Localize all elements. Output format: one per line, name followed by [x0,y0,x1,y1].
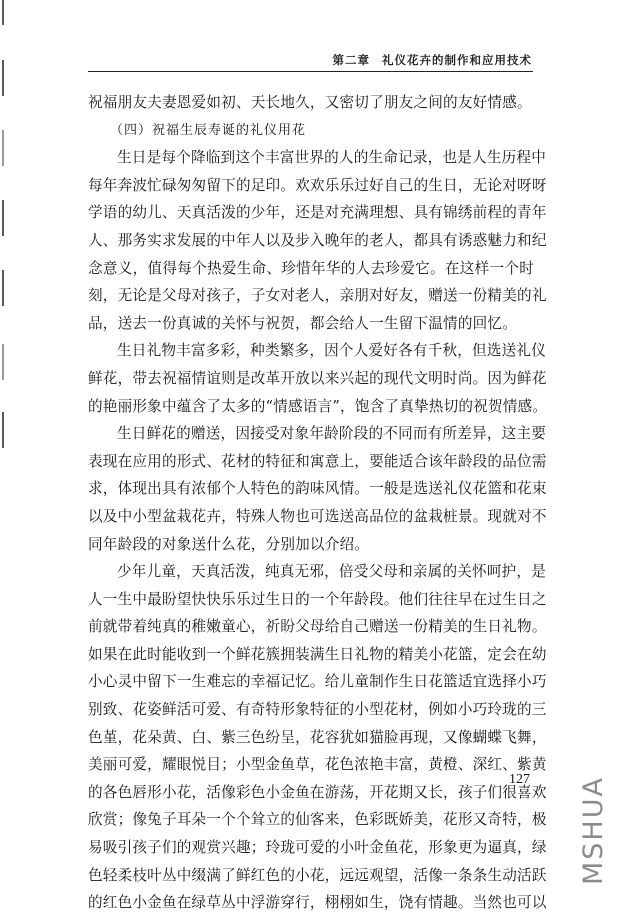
running-head [300,52,532,68]
scan-edge-mark [2,60,4,96]
header-rule [88,71,533,72]
text-line: 易吸引孩子们的观赏兴趣；玲珑可爱的小叶金鱼花，形象更为逼真，绿 [88,839,547,857]
text-line: 的各色唇形小花，活像彩色小金鱼在游荡，开花期又长，孩子们很喜欢 [88,783,547,801]
text-line: 别致、花姿鲜活可爱、有奇特形象特征的小型花材，例如小巧玲珑的三 [88,701,547,719]
text-line: 念意义，值得每个热爱生命、珍惜年华的人去珍爱它。在这样一个时 [88,259,534,277]
scan-edge-mark [2,344,4,380]
text-line: 色轻柔枝叶丛中缀满了鲜红色的小花，远远观望，活像一条条生动活跃 [88,866,547,884]
text-line: 祝福朋友夫妻恩爱如初、天长地久，又密切了朋友之间的友好情感。 [88,94,532,111]
text-line: 刻，无论是父母对孩子，子女对老人，亲朋对好友，赠送一份精美的礼 [88,287,547,305]
scan-edge-mark [2,270,4,306]
text-line: 每年奔波忙碌匆匆留下的足印。欢欢乐乐过好自己的生日，无论对呀呀 [88,176,547,194]
text-line: 前就带着纯真的稚嫩童心，祈盼父母给自己赠送一份精美的生日礼物。 [88,618,547,636]
text-line: 以及中小型盆栽花卉，特殊人物也可选送高品位的盆栽桩景。现就对不 [88,507,547,525]
text-line: 学语的幼儿、天真活泼的少年，还是对充满理想、具有锦绣前程的青年 [88,204,547,222]
text-line: 生日鲜花的赠送，因接受对象年龄阶段的不同而有所差异，这主要 [117,425,547,443]
text-line: 的红色小金鱼在绿草丛中浮游穿行，栩栩如生，饶有情趣。当然也可以 [88,894,547,912]
page-number: 127 [509,772,530,787]
text-line: 鲜花，带去祝福情谊则是改革开放以来兴起的现代文明时尚。因为鲜花 [88,369,547,387]
text-line: 欣赏；像兔子耳朵一个个耸立的仙客来，色彩既娇美，花形又奇特，极 [88,811,547,829]
text-line: 的艳丽形象中蕴含了太多的“情感语言”，饱含了真挚热切的祝贺情感。 [88,397,548,415]
text-line: 表现在应用的形式、花材的特征和寓意上，要能适合该年龄段的品位需 [88,452,547,470]
scan-edge-mark [2,0,4,25]
text-line: 生日是每个降临到这个丰富世界的人的生命记录，也是人生历程中 [117,149,547,167]
section-heading: （四）祝福生辰寿诞的礼仪用花 [110,122,307,138]
chapter-label: 第二章 [332,53,370,67]
watermark: MSHUA [578,776,609,885]
text-line: 人、那务实求发展的中年人以及步入晚年的老人，都具有诱惑魅力和纪 [88,231,547,249]
text-line: 美丽可爱，耀眼悦目；小型金鱼草，花色浓艳丰富，黄橙、深红、紫黄 [88,756,547,774]
scan-edge-mark [2,200,4,236]
text-line: 少年儿童，天真活泼，纯真无邪，倍受父母和亲属的关怀呵护，是 [117,563,547,581]
body-text [88,89,548,917]
scan-edge-mark [2,130,4,166]
text-line: 同年龄段的对象送什么花，分别加以介绍。 [88,535,370,553]
text-line: 如果在此时能收到一个鲜花簇拥装满生日礼物的精美小花篮，定会在幼 [88,645,547,663]
text-line: 求，体现出具有浓郁个人特色的韵味风情。一般是选送礼仪花篮和花束 [88,480,547,498]
scan-edge-mark [2,412,4,448]
chapter-title: 礼仪花卉的制作和应用技术 [382,53,532,67]
text-line: 品，送去一份真诚的关怀与祝贺，都会给人一生留下温情的回忆。 [88,314,518,332]
text-line: 生日礼物丰富多彩，种类繁多，因个人爱好各有千秋，但选送礼仪 [117,342,547,360]
text-line: 小心灵中留下一生难忘的幸福记忆。给儿童制作生日花篮适宜选择小巧 [88,673,547,691]
text-line: 人一生中最盼望快快乐乐过生日的一个年龄段。他们往往早在过生日之 [88,590,547,608]
text-line: 色堇，花朵黄、白、紫三色纷呈，花容犹如猫脸再现，又像蝴蝶飞舞， [88,728,547,746]
